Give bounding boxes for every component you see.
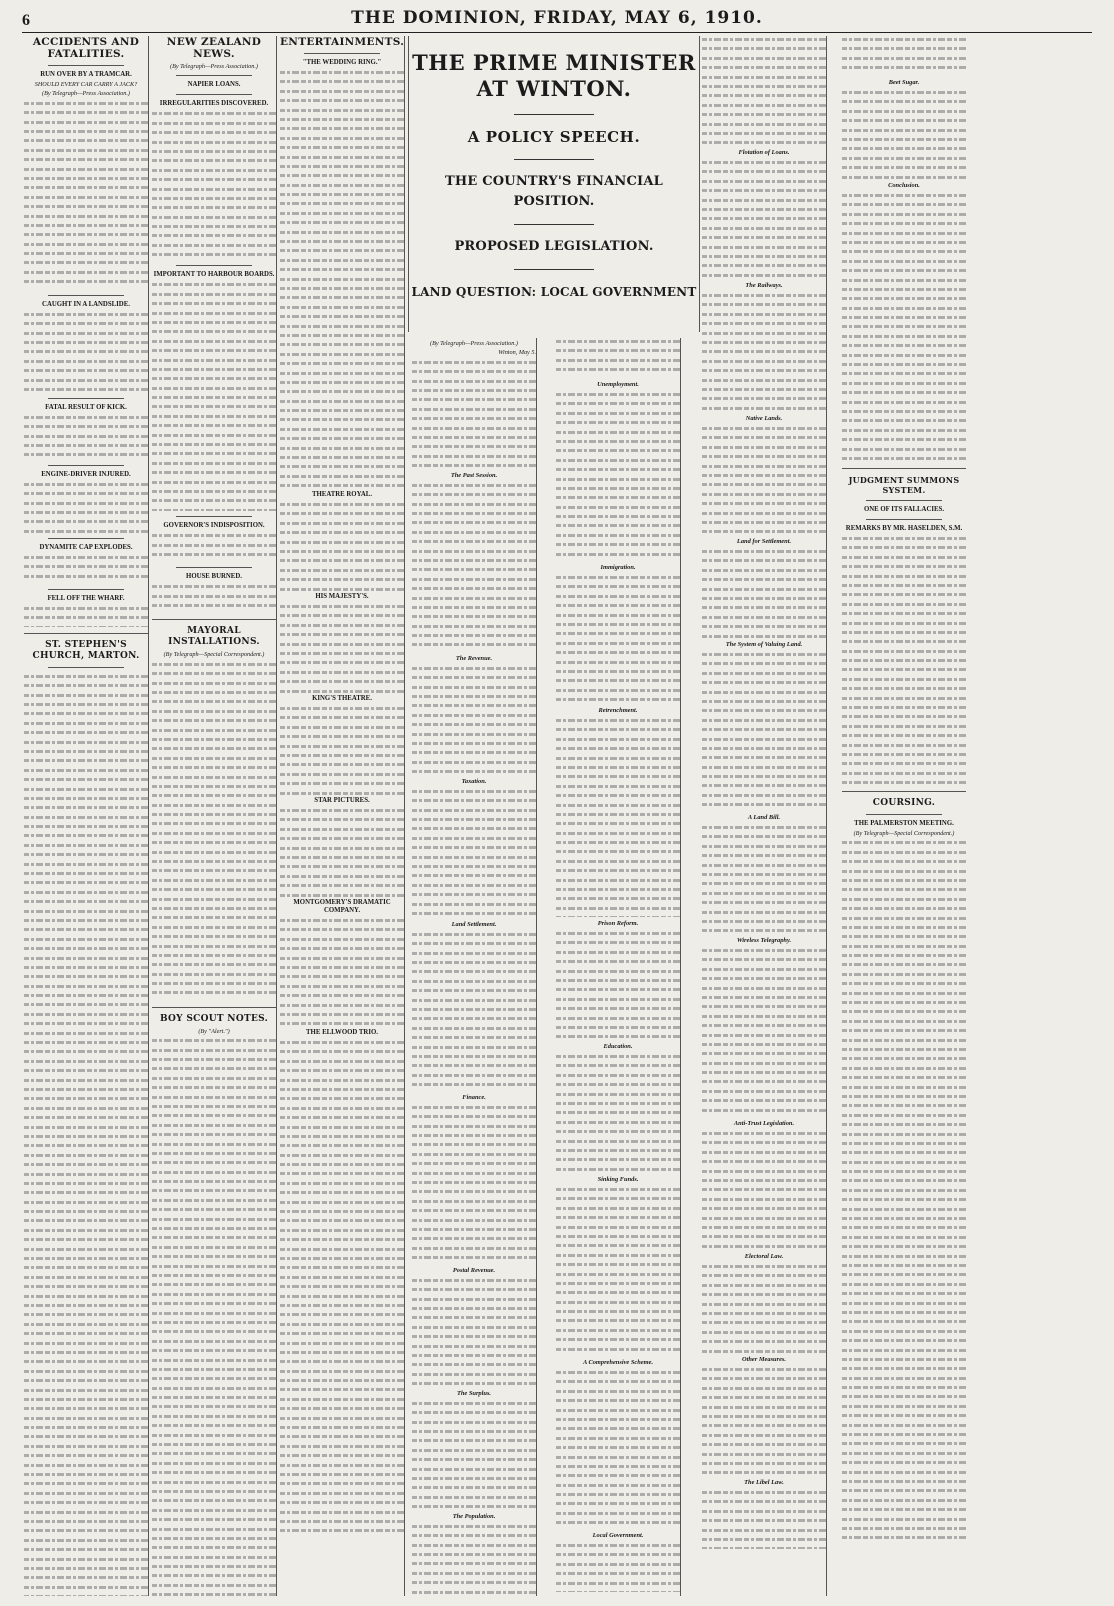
article-heading: NAPIER LOANS. — [187, 81, 241, 89]
page-number: 6 — [22, 12, 30, 29]
body-text — [280, 705, 404, 795]
article-heading: HIS MAJESTY'S. — [315, 593, 369, 600]
body-text — [412, 482, 536, 652]
subsection-heading: Wireless Telegraphy. — [736, 937, 792, 944]
lead-title: THE PRIME MINISTER AT WINTON. — [412, 50, 696, 101]
body-text — [842, 535, 966, 785]
dateline: Winton, May 5. — [498, 349, 536, 357]
article-heading: MONTGOMERY'S DRAMATIC COMPANY. — [293, 899, 391, 914]
wire-credit: (By Telegraph—Press Association.) — [170, 63, 258, 70]
article-heading: HOUSE BURNED. — [186, 573, 242, 581]
body-text — [24, 605, 148, 627]
subsection-heading: Immigration. — [600, 564, 636, 571]
body-text — [152, 1037, 276, 1596]
column-speech-3 — [702, 36, 827, 1596]
body-text — [24, 554, 148, 584]
column-speech-1 — [412, 338, 537, 1596]
section-heading: BOY SCOUT NOTES. — [159, 1013, 269, 1024]
section-heading: MAYORAL INSTALLATIONS. — [168, 626, 260, 648]
wire-credit: (By Telegraph—Special Correspondent.) — [163, 651, 265, 659]
article-heading: STAR PICTURES. — [314, 797, 370, 804]
section-heading: COURSING. — [872, 798, 936, 808]
article-heading: ONE OF ITS FALLACIES. — [863, 506, 945, 513]
body-text — [556, 1369, 680, 1529]
article-heading: IRREGULARITIES DISCOVERED. — [159, 100, 269, 108]
body-text — [24, 414, 148, 460]
body-text — [280, 69, 404, 489]
lead-story-heading — [408, 36, 700, 332]
subsection-heading: Land Settlement. — [451, 920, 497, 928]
column-accidents — [24, 36, 149, 1596]
subsection-heading: Conclusion. — [888, 182, 920, 189]
body-text — [702, 824, 826, 934]
subsection-heading: Anti-Trust Legislation. — [733, 1120, 795, 1127]
body-text — [702, 548, 826, 638]
body-text — [842, 839, 966, 1539]
subsection-heading: The Past Session. — [450, 471, 498, 479]
subsection-heading: Electoral Law. — [744, 1253, 784, 1260]
body-text — [24, 481, 148, 533]
divider — [514, 269, 594, 270]
article-heading: ENGINE-DRIVER INJURED. — [41, 470, 131, 478]
subsection-heading: Education. — [603, 1043, 633, 1050]
wire-credit: (By Telegraph—Special Correspondent.) — [853, 830, 955, 837]
body-text — [152, 661, 276, 1001]
body-text — [556, 1542, 680, 1592]
article-heading: KING'S THEATRE. — [312, 695, 372, 702]
body-text — [702, 36, 826, 146]
body-text — [412, 1523, 536, 1596]
section-heading: NEW ZEALAND NEWS. — [166, 36, 262, 60]
subsection-heading: Sinking Funds. — [597, 1176, 639, 1183]
body-text — [152, 583, 276, 613]
body-text — [556, 1053, 680, 1173]
body-text — [152, 532, 276, 562]
body-text — [702, 1130, 826, 1250]
body-text — [280, 917, 404, 1027]
body-text — [24, 311, 148, 393]
body-text — [556, 930, 680, 1040]
wire-credit: (By Telegraph—Press Association.) — [430, 340, 518, 347]
column-nz-news — [152, 36, 277, 1596]
body-text — [556, 717, 680, 917]
body-text — [412, 665, 536, 775]
lead-subtitle: PROPOSED LEGISLATION. — [454, 239, 654, 254]
subsection-heading: The System of Valuing Land. — [725, 641, 803, 648]
article-subheading: SHOULD EVERY CAR CARRY A JACK? — [34, 81, 138, 88]
subsection-heading: Prison Reform. — [597, 920, 639, 927]
article-heading: THEATRE ROYAL. — [311, 491, 373, 498]
body-text — [842, 89, 966, 179]
subsection-heading: Unemployment. — [597, 381, 639, 388]
body-text — [702, 1489, 826, 1549]
section-heading: ACCIDENTS AND FATALITIES. — [32, 36, 140, 60]
subsection-heading: Local Government. — [592, 1532, 644, 1539]
body-text — [412, 931, 536, 1091]
body-text — [702, 292, 826, 412]
body-text — [152, 281, 276, 511]
body-text — [152, 110, 276, 260]
body-text — [556, 574, 680, 704]
article-heading: IMPORTANT TO HARBOUR BOARDS. — [153, 271, 275, 279]
wire-credit: (By Telegraph—Press Association.) — [42, 90, 130, 98]
subsection-heading: The Libel Law. — [744, 1479, 784, 1486]
subsection-heading: Retrenchment. — [598, 707, 638, 714]
article-heading: REMARKS BY MR. HASELDEN, S.M. — [845, 525, 963, 532]
subsection-heading: The Revenue. — [455, 654, 493, 662]
article-heading: RUN OVER BY A TRAMCAR. — [40, 71, 132, 78]
body-text — [842, 36, 966, 76]
section-heading: ST. STEPHEN'S CHURCH, MARTON. — [32, 639, 140, 661]
article-heading: THE ELLWOOD TRIO. — [306, 1029, 378, 1036]
subsection-heading: A Comprehensive Scheme. — [582, 1359, 654, 1366]
subsection-heading: The Railways. — [745, 282, 783, 289]
subsection-heading: Postal Revenue. — [452, 1266, 496, 1274]
body-text — [702, 947, 826, 1117]
subsection-heading: Finance. — [462, 1093, 486, 1101]
body-text — [702, 1366, 826, 1476]
article-heading: FELL OFF THE WHARF. — [47, 594, 125, 602]
body-text — [556, 391, 680, 561]
lead-subtitle: A POLICY SPEECH. — [467, 128, 641, 146]
article-heading: CAUGHT IN A LANDSLIDE. — [42, 300, 130, 308]
newspaper-title: THE DOMINION, FRIDAY, MAY 6, 1910. — [351, 8, 763, 28]
subsection-heading: A Land Bill. — [747, 814, 781, 821]
divider — [514, 159, 594, 160]
body-text — [280, 603, 404, 693]
subsection-heading: Flotation of Loans. — [738, 149, 790, 156]
body-text — [842, 192, 966, 462]
body-text — [702, 159, 826, 279]
article-heading: GOVERNOR'S INDISPOSITION. — [163, 522, 265, 530]
body-text — [280, 807, 404, 897]
subsection-heading: The Surplus. — [456, 1389, 492, 1397]
body-text — [280, 501, 404, 591]
subsection-heading: Taxation. — [461, 777, 487, 785]
body-text — [280, 1039, 404, 1539]
body-text — [412, 1400, 536, 1510]
subsection-heading: Land for Settlement. — [736, 538, 792, 545]
article-heading: DYNAMITE CAP EXPLODES. — [39, 543, 133, 551]
column-right — [842, 36, 966, 1596]
subsection-heading: Native Lands. — [745, 415, 783, 422]
body-text — [24, 100, 148, 290]
body-text — [702, 1263, 826, 1353]
body-text — [556, 338, 680, 378]
article-heading: FATAL RESULT OF KICK. — [45, 403, 127, 411]
byline: (By "Alert.") — [198, 1027, 230, 1035]
body-text — [702, 425, 826, 535]
body-text — [412, 1277, 536, 1387]
body-text — [24, 673, 148, 1596]
body-text — [702, 651, 826, 811]
subsection-heading: Other Measures. — [741, 1356, 787, 1363]
column-entertainments — [280, 36, 405, 1596]
masthead — [22, 8, 1092, 33]
body-text — [412, 1104, 536, 1264]
body-text — [412, 359, 536, 469]
section-heading: ENTERTAINMENTS. — [280, 36, 405, 48]
lead-subtitle: LAND QUESTION: LOCAL GOVERNMENT — [411, 285, 697, 299]
section-heading: JUDGMENT SUMMONS SYSTEM. — [848, 475, 960, 495]
divider — [514, 114, 594, 115]
subsection-heading: Beet Sugar. — [888, 79, 920, 86]
body-text — [412, 788, 536, 918]
divider — [514, 224, 594, 225]
article-heading: THE PALMERSTON MEETING. — [854, 820, 954, 827]
subsection-heading: The Population. — [452, 1512, 496, 1520]
body-text — [556, 1186, 680, 1356]
article-heading: "THE WEDDING RING." — [302, 59, 382, 66]
column-speech-2 — [556, 338, 681, 1596]
lead-subtitle: THE COUNTRY'S FINANCIAL POSITION. — [445, 174, 663, 209]
